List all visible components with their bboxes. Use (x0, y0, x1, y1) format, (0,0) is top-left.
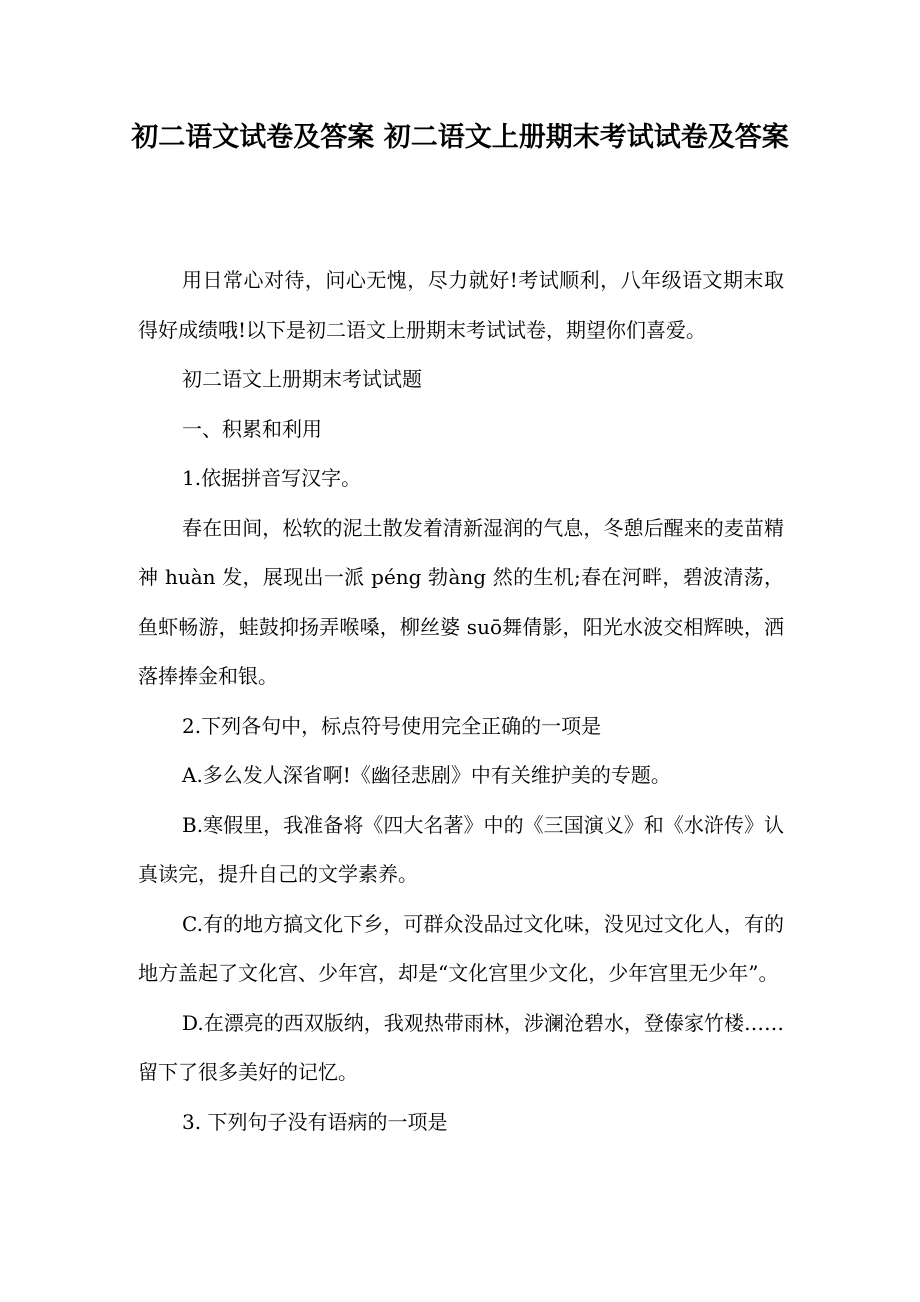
question-2-option-d: D.在漂亮的西双版纳，我观热带雨林，涉澜沧碧水，登傣家竹楼……留下了很多美好的记忆。 (138, 1010, 784, 1084)
question-2-option-c: C.有的地方搞文化下乡，可群众没品过文化味，没见过文化人，有的地方盖起了文化宫、少年宫，却是“文化宫里少文化，少年宫里无少年”。 (138, 911, 784, 985)
question-2-option-a: A.多么发人深省啊!《幽径悲剧》中有关维护美的专题。 (182, 763, 671, 787)
question-3: 3. 下列句子没有语病的一项是 (182, 1109, 448, 1134)
section-heading: 一、积累和利用 (182, 416, 322, 441)
intro-paragraph: 用日常心对待，问心无愧，尽力就好!考试顺利，八年级语文期末取得好成绩哦!以下是初二语文上册期末考试试卷，期望你们喜爱。 (138, 268, 784, 342)
question-2: 2.下列各句中，标点符号使用完全正确的一项是 (182, 713, 602, 738)
document-title: 初二语文试卷及答案 初二语文上册期末考试试卷及答案 (131, 122, 789, 153)
document-body (138, 256, 784, 1147)
question-1: 1.依据拼音写汉字。 (182, 466, 362, 490)
question-1-passage: 春在田间，松软的泥土散发着清新湿润的气息，冬憩后醒来的麦苗精神 huàn 发，展现出一派 péng 勃àng 然的生机;春在河畔，碧波清荡，鱼虾畅游，蛙鼓抑扬弄喉嗓，柳丝婆 suō舞倩影，阳光水波交相辉映，洒落捧捧金和银。 (138, 515, 784, 688)
exam-subtitle: 初二语文上册期末考试试题 (182, 367, 422, 391)
question-2-option-b: B.寒假里，我准备将《四大名著》中的《三国演义》和《水浒传》认真读完，提升自己的文学素养。 (138, 812, 784, 886)
